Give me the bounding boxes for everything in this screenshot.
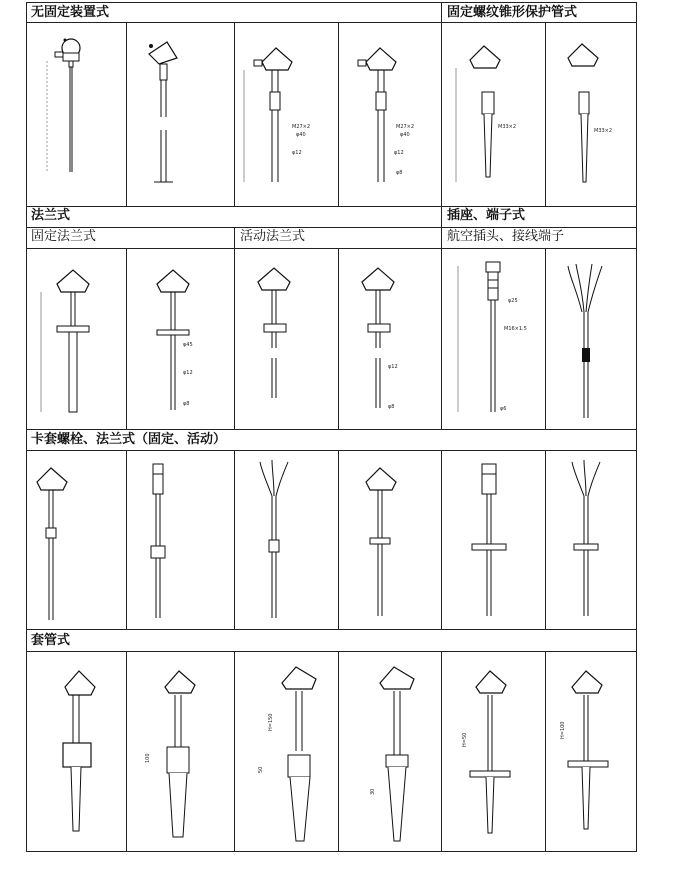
- section-title-ferrule-bolt-flange: 卡套螺栓、法兰式（固定、活动）: [31, 432, 227, 447]
- terminal-head-icon: [165, 671, 195, 693]
- drawing-thermowell-5: [442, 651, 544, 849]
- terminal-head-icon: [55, 39, 80, 62]
- drawing-thermowell-1: [27, 651, 125, 849]
- terminal-head-icon: [358, 48, 396, 70]
- drawing-movable-flange-1: [234, 248, 337, 428]
- row-divider: [27, 629, 636, 630]
- terminal-head-icon: [65, 671, 95, 695]
- terminal-head-icon: [568, 44, 598, 66]
- drawing-ferrule-4: [338, 450, 440, 628]
- dim-d8: φ8: [388, 404, 395, 410]
- terminal-head-icon: [254, 48, 292, 70]
- dim-m27: M27×2: [396, 124, 415, 130]
- dim-d6: φ6: [500, 406, 507, 412]
- drawing-thermowell-4: [338, 651, 440, 849]
- terminal-head-icon: [149, 42, 177, 64]
- dim-m27: M27×2: [292, 124, 311, 130]
- drawing-ferrule-6: [546, 450, 636, 628]
- terminal-head-icon: [380, 667, 414, 689]
- subtitle-fixed-flange: 固定法兰式: [31, 229, 97, 244]
- section-title-thermowell: 套管式: [31, 633, 71, 648]
- dim-h100: H=100: [560, 721, 566, 739]
- drawing-ferrule-3: [234, 450, 337, 628]
- drawing-movable-flange-2: [338, 248, 440, 428]
- dim-d40: φ40: [400, 132, 410, 138]
- terminal-head-icon: [258, 268, 290, 290]
- aviation-plug-icon: [153, 464, 163, 494]
- dim-d12: φ12: [183, 370, 193, 376]
- dim-l50: 50: [258, 766, 264, 773]
- subtitle-movable-flange: 活动法兰式: [240, 229, 306, 244]
- section-title-no-fixing: 无固定装置式: [31, 5, 110, 20]
- drawing-no-fixing-3: [234, 22, 337, 206]
- drawing-no-fixing-1: [27, 22, 125, 206]
- terminal-wires-icon: [568, 264, 602, 312]
- drawing-aviation-plug: [442, 248, 544, 428]
- drawing-terminal-wires: [546, 248, 636, 428]
- dim-m33: M33×2: [498, 124, 517, 130]
- dim-d12: φ12: [388, 364, 398, 370]
- dim-d8: φ8: [396, 170, 403, 176]
- dim-h150: H=150: [268, 713, 274, 731]
- aviation-plug-icon: [482, 464, 496, 494]
- terminal-wires-icon: [572, 460, 600, 496]
- terminal-head-icon: [37, 468, 67, 490]
- drawing-ferrule-2: [127, 450, 233, 628]
- terminal-head-icon: [362, 268, 394, 290]
- row-divider: [27, 429, 636, 430]
- terminal-head-icon: [282, 667, 316, 689]
- dim-d45: φ45: [183, 342, 193, 348]
- dim-d8: φ8: [183, 401, 190, 407]
- drawing-taper-2: [546, 22, 636, 206]
- dim-l100: 100: [145, 753, 151, 763]
- terminal-head-icon: [157, 270, 189, 292]
- subtitle-plug-terminal: 航空插头、接线端子: [447, 229, 565, 244]
- terminal-head-icon: [572, 671, 602, 693]
- drawing-taper-1: [442, 22, 544, 206]
- dim-h50: H=50: [462, 732, 468, 747]
- drawing-no-fixing-4: [338, 22, 440, 206]
- drawing-fixed-flange-2: [127, 248, 233, 428]
- section-title-fixed-thread-taper: 固定螺纹锥形保护管式: [447, 5, 578, 20]
- terminal-head-icon: [366, 468, 396, 490]
- dim-d12: φ12: [394, 150, 404, 156]
- terminal-head-icon: [470, 46, 500, 68]
- drawing-fixed-flange-1: [27, 248, 125, 428]
- drawing-thermowell-6: [546, 651, 636, 849]
- aviation-plug-icon: [486, 262, 500, 300]
- terminal-head-icon: [57, 270, 89, 292]
- dim-d12: φ12: [292, 150, 302, 156]
- drawing-ferrule-1: [27, 450, 125, 628]
- section-title-socket-terminal: 插座、端子式: [447, 208, 526, 223]
- drawing-ferrule-5: [442, 450, 544, 628]
- row-divider: [27, 206, 636, 207]
- column-divider: [234, 227, 235, 248]
- dim-d40: φ40: [296, 132, 306, 138]
- drawing-thermowell-2: [127, 651, 233, 849]
- dim-m33: M33×2: [594, 128, 613, 134]
- dim-m16: M16×1.5: [504, 326, 527, 332]
- terminal-head-icon: [476, 671, 506, 693]
- dim-d25: φ25: [508, 298, 518, 304]
- section-title-flange: 法兰式: [31, 208, 71, 223]
- drawing-thermowell-3: [234, 651, 337, 849]
- terminal-wires-icon: [260, 460, 288, 496]
- dim-l30: 30: [370, 788, 376, 795]
- drawing-no-fixing-2: [127, 22, 233, 206]
